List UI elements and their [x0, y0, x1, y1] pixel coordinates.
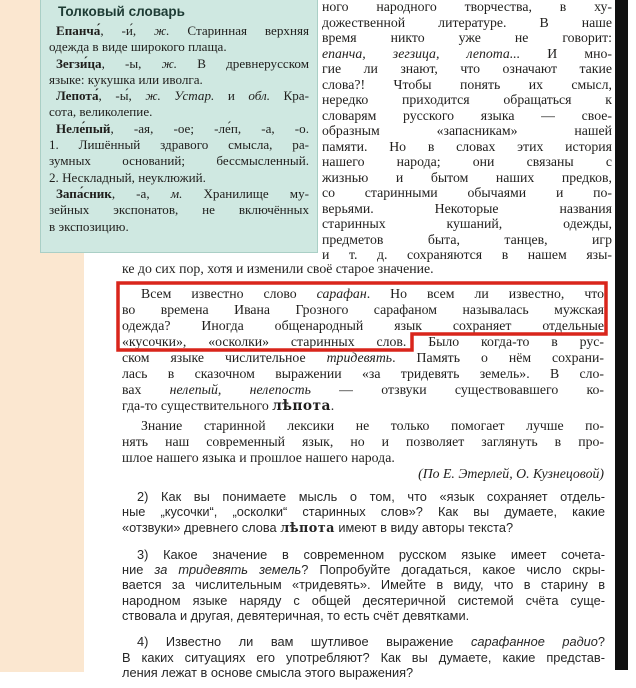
text-line: 2. Нескладный, неуклюжий. — [49, 169, 206, 185]
story-column-text — [322, 0, 612, 263]
text-line: жизнью и бытом наших предков, — [322, 169, 612, 185]
dictionary-entry — [49, 121, 309, 186]
questions-section — [122, 489, 605, 680]
text-line: время никто уже не говорит: — [322, 30, 612, 45]
text-line: гда-то существительного лѣпота. — [122, 398, 335, 414]
text-line: ке до сих пор, хотя и изменили своё старое значение. — [122, 261, 434, 276]
text-line: гие ли знают, что означают такие — [322, 61, 612, 76]
dictionary-panel — [40, 0, 318, 253]
text-line: слова?! Чтобы понять их смысл, — [322, 76, 612, 92]
text-line: Всем известно слово сарафан. Но всем ли известно, что — [141, 286, 605, 301]
text-line: шлое нашего языка и прошлое нашего народа. — [122, 450, 395, 465]
text-line: вается за числительным «тридевять». Имейте в виду, что в старину в — [122, 577, 605, 593]
attribution — [122, 466, 604, 482]
text-line: зумных оснований; бессмысленный. — [49, 153, 309, 169]
text-line: ствовала и другая, девятеричная, то есть счёт девятками. — [122, 608, 470, 624]
text-line: Запа́сник, -а, м. Хранилище му- — [56, 185, 309, 201]
story-paragraph-end — [122, 261, 604, 277]
question-item-3 — [122, 547, 605, 623]
text-line: епанча, зегзица, лепота... И мно- — [322, 45, 612, 61]
story-paragraph-sarafan — [122, 286, 604, 414]
main-text-block — [122, 261, 604, 482]
text-line: словарям русского языка — свое- — [322, 107, 612, 123]
text-line: 2) Как вы понимаете мысль о том, что «язык сохраняет отдель- — [137, 489, 605, 504]
story-paragraph-conclusion — [122, 418, 604, 466]
text-line: 1. Лишённый здравого смысла, ра- — [49, 137, 309, 153]
text-line: «отзвуки» древнего слова лѣпота имеют в виду авторы текста? — [122, 519, 514, 536]
text-line: в экспозицию. — [49, 218, 129, 234]
text-line: зейных экспонатов, не включённых — [49, 202, 309, 218]
text-line: В каких ситуациях его употребляют? Как вы думаете, какие представ- — [122, 649, 605, 665]
text-line: 4) Известно ли вам шутливое выражение сарафанное радио? — [137, 634, 605, 650]
text-line: сота, великолепие. — [49, 104, 153, 120]
text-line: Епанча́, -и́, ж. Старинная верхняя — [56, 23, 309, 38]
dictionary-entry — [49, 56, 309, 89]
question-item-2 — [122, 489, 605, 536]
text-line: нередко приходится обращаться к — [322, 92, 612, 107]
text-line: одежда в виде широкого плаща. — [49, 39, 227, 55]
text-line: памяти. Но в словах этих история — [322, 138, 612, 154]
text-line: ском языке числительное тридевять. Память о нём сохрани- — [122, 350, 604, 365]
question-item-4 — [122, 634, 605, 680]
text-line: Зегзи́ца, -ы, ж. В древнерусском — [56, 55, 309, 71]
text-line: ного народного творчества, в ху- — [322, 0, 612, 14]
text-line: образным «запасникам» нашей — [322, 123, 612, 138]
text-line: нашего народа; они связаны с — [322, 154, 612, 169]
text-line: лась в сказочном выражении «за тридевять земель». В сло- — [122, 366, 604, 381]
text-line: ные „кусочки“, „осколки“ старинных слов»? Как вы думаете, какие — [122, 504, 605, 520]
dictionary-entry — [49, 88, 309, 121]
text-line: дожественной литературе. В наше — [322, 14, 612, 30]
text-line: «кусочки», «осколки» старинных слов. Было когда-то в рус- — [122, 334, 604, 349]
text-line: Лепота́, -ы́, ж. Устар. и обл. Кра- — [56, 88, 309, 104]
page-edge-bar — [615, 0, 628, 670]
text-line: народном языке наряду с общей десятеричной системой счёта суще- — [122, 592, 605, 608]
text-line: во времена Ивана Грозного сарафаном называлась мужская — [122, 302, 604, 317]
dictionary-entry — [49, 23, 309, 56]
dictionary-entry — [49, 186, 309, 235]
text-line: и т. д. сохраняются в нашем язы- — [322, 247, 612, 262]
text-line: Знание старинной лексики не только помогает лучше по- — [141, 418, 604, 433]
text-line: ления лежат в основе смысла этого выражения? — [122, 664, 414, 680]
text-line: ние за тридевять земель? Попробуйте догадаться, какое число скры- — [122, 562, 605, 578]
text-line: старинных кушаний, одежды, — [322, 216, 612, 231]
text-line: 3) Какое значение в современном русском языке имеет сочета- — [137, 546, 605, 562]
text-line: нять наш современный язык, но и позволяет заглянуть в про- — [122, 434, 604, 449]
text-line: (По Е. Этерлей, О. Кузнецовой) — [418, 466, 604, 481]
text-line: предметов быта, танцев, игр — [322, 231, 612, 247]
text-line: верьями. Некоторые названия — [322, 200, 612, 216]
dictionary-title: Толковый словарь — [58, 4, 185, 19]
text-line: одежда? Иногда общенародный язык сохраняет отдельные — [122, 318, 604, 333]
text-line: со старинными обычаями и по- — [322, 185, 612, 200]
text-line: языке: кукушка или иволга. — [49, 71, 203, 87]
text-line: Неле́пый, -ая, -ое; -ле́п, -а, -о. — [56, 120, 309, 136]
text-line: вах нелепый, нелепость — отзвуки существовавшего ко- — [122, 382, 604, 397]
